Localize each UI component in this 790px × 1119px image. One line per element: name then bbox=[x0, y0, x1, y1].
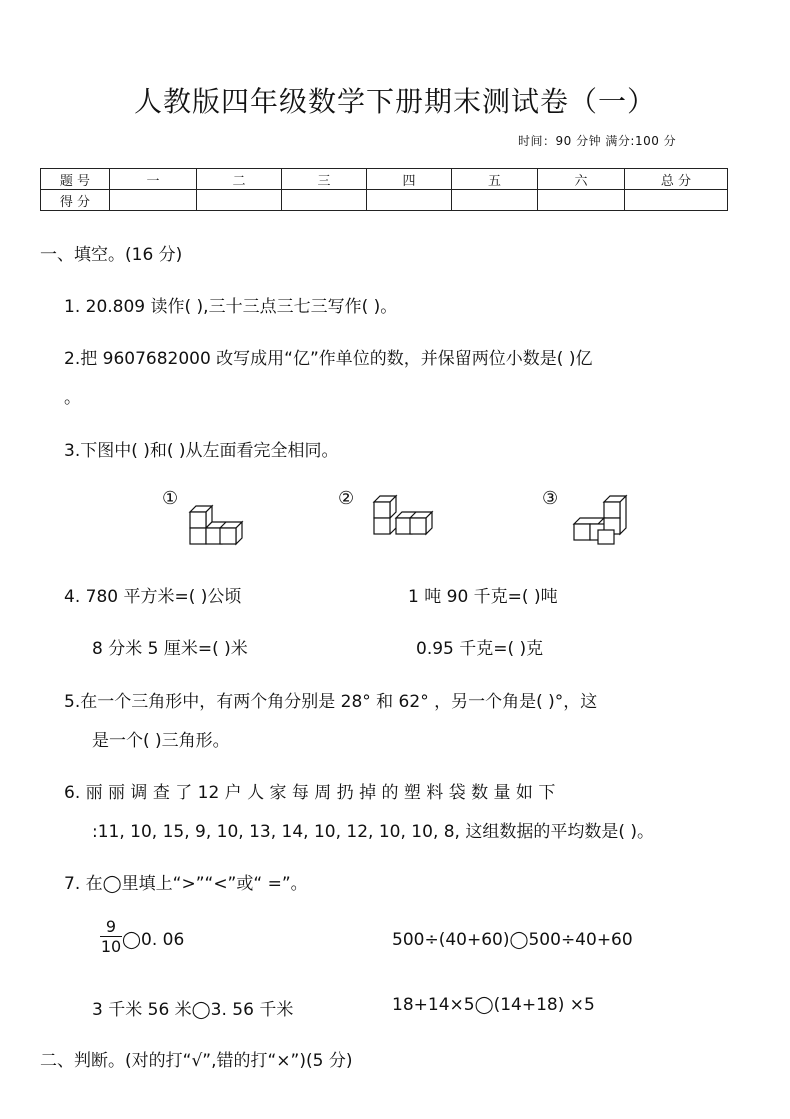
score-header-cell: 四 bbox=[367, 169, 452, 190]
score-input-cell[interactable] bbox=[197, 190, 282, 211]
question-7-c: 3 千米 56 米◯3. 56 千米 bbox=[92, 1000, 294, 1020]
score-header-cell: 一 bbox=[110, 169, 197, 190]
question-6-line-2: :11, 10, 15, 9, 10, 13, 14, 10, 12, 10, 10, 8, 这组数据的平均数是( )。 bbox=[92, 822, 655, 842]
figure-3-cubes bbox=[570, 494, 636, 546]
question-7-b: 500÷(40+60)◯500÷40+60 bbox=[392, 930, 633, 950]
figure-2-cubes bbox=[370, 494, 436, 540]
question-5-line-2: 是一个( )三角形。 bbox=[92, 731, 230, 751]
score-table-score-row bbox=[41, 190, 728, 211]
exam-meta: 时间：90 分钟 满分:100 分 bbox=[518, 134, 677, 148]
question-4-b: 1 吨 90 千克=( )吨 bbox=[408, 587, 558, 607]
question-3: 3.下图中( )和( )从左面看完全相同。 bbox=[64, 441, 339, 461]
score-header-cell: 六 bbox=[538, 169, 625, 190]
score-input-cell[interactable] bbox=[452, 190, 538, 211]
score-table bbox=[40, 168, 728, 211]
figure-1-label: ① bbox=[162, 488, 179, 509]
question-7: 7. 在◯里填上“>”“<”或“ =”。 bbox=[64, 874, 308, 894]
figure-3-label: ③ bbox=[542, 488, 559, 509]
score-header-cell: 总 分 bbox=[625, 169, 728, 190]
question-7-d: 18+14×5◯(14+18) ×5 bbox=[392, 995, 595, 1015]
question-1: 1. 20.809 读作( ),三十三点三七三写作( )。 bbox=[64, 297, 398, 317]
fraction-denominator: 10 bbox=[100, 937, 122, 956]
score-row-label: 得 分 bbox=[41, 190, 110, 211]
score-input-cell[interactable] bbox=[625, 190, 728, 211]
score-input-cell[interactable] bbox=[538, 190, 625, 211]
question-2-line-1: 2.把 9607682000 改写成用“亿”作单位的数，并保留两位小数是( )亿 bbox=[64, 349, 593, 369]
fraction-numerator: 9 bbox=[100, 918, 122, 937]
fraction-nine-tenths bbox=[100, 918, 122, 957]
question-7-a: ◯0. 06 bbox=[122, 930, 185, 950]
section-1-heading: 一、填空。(16 分) bbox=[40, 245, 183, 265]
question-6-line-1: 6. 丽 丽 调 查 了 12 户 人 家 每 周 扔 掉 的 塑 料 袋 数 量 如 下 bbox=[64, 783, 556, 803]
score-header-cell: 二 bbox=[197, 169, 282, 190]
page-title: 人教版四年级数学下册期末测试卷（一） bbox=[133, 85, 656, 118]
score-input-cell[interactable] bbox=[110, 190, 197, 211]
figure-2-label: ② bbox=[338, 488, 355, 509]
score-table-header-row bbox=[41, 169, 728, 190]
figure-1-cubes bbox=[186, 500, 252, 546]
score-input-cell[interactable] bbox=[282, 190, 367, 211]
question-4-a: 4. 780 平方米=( )公顷 bbox=[64, 587, 242, 607]
score-input-cell[interactable] bbox=[367, 190, 452, 211]
question-4-c: 8 分米 5 厘米=( )米 bbox=[92, 639, 248, 659]
section-2-heading: 二、判断。(对的打“√”,错的打“×”)(5 分) bbox=[40, 1051, 353, 1071]
question-2-line-2: 。 bbox=[64, 388, 81, 408]
question-5-line-1: 5.在一个三角形中，有两个角分别是 28° 和 62° ，另一个角是( )°，这 bbox=[64, 692, 598, 712]
score-header-cell: 五 bbox=[452, 169, 538, 190]
score-header-cell: 题 号 bbox=[41, 169, 110, 190]
score-header-cell: 三 bbox=[282, 169, 367, 190]
question-4-d: 0.95 千克=( )克 bbox=[416, 639, 544, 659]
